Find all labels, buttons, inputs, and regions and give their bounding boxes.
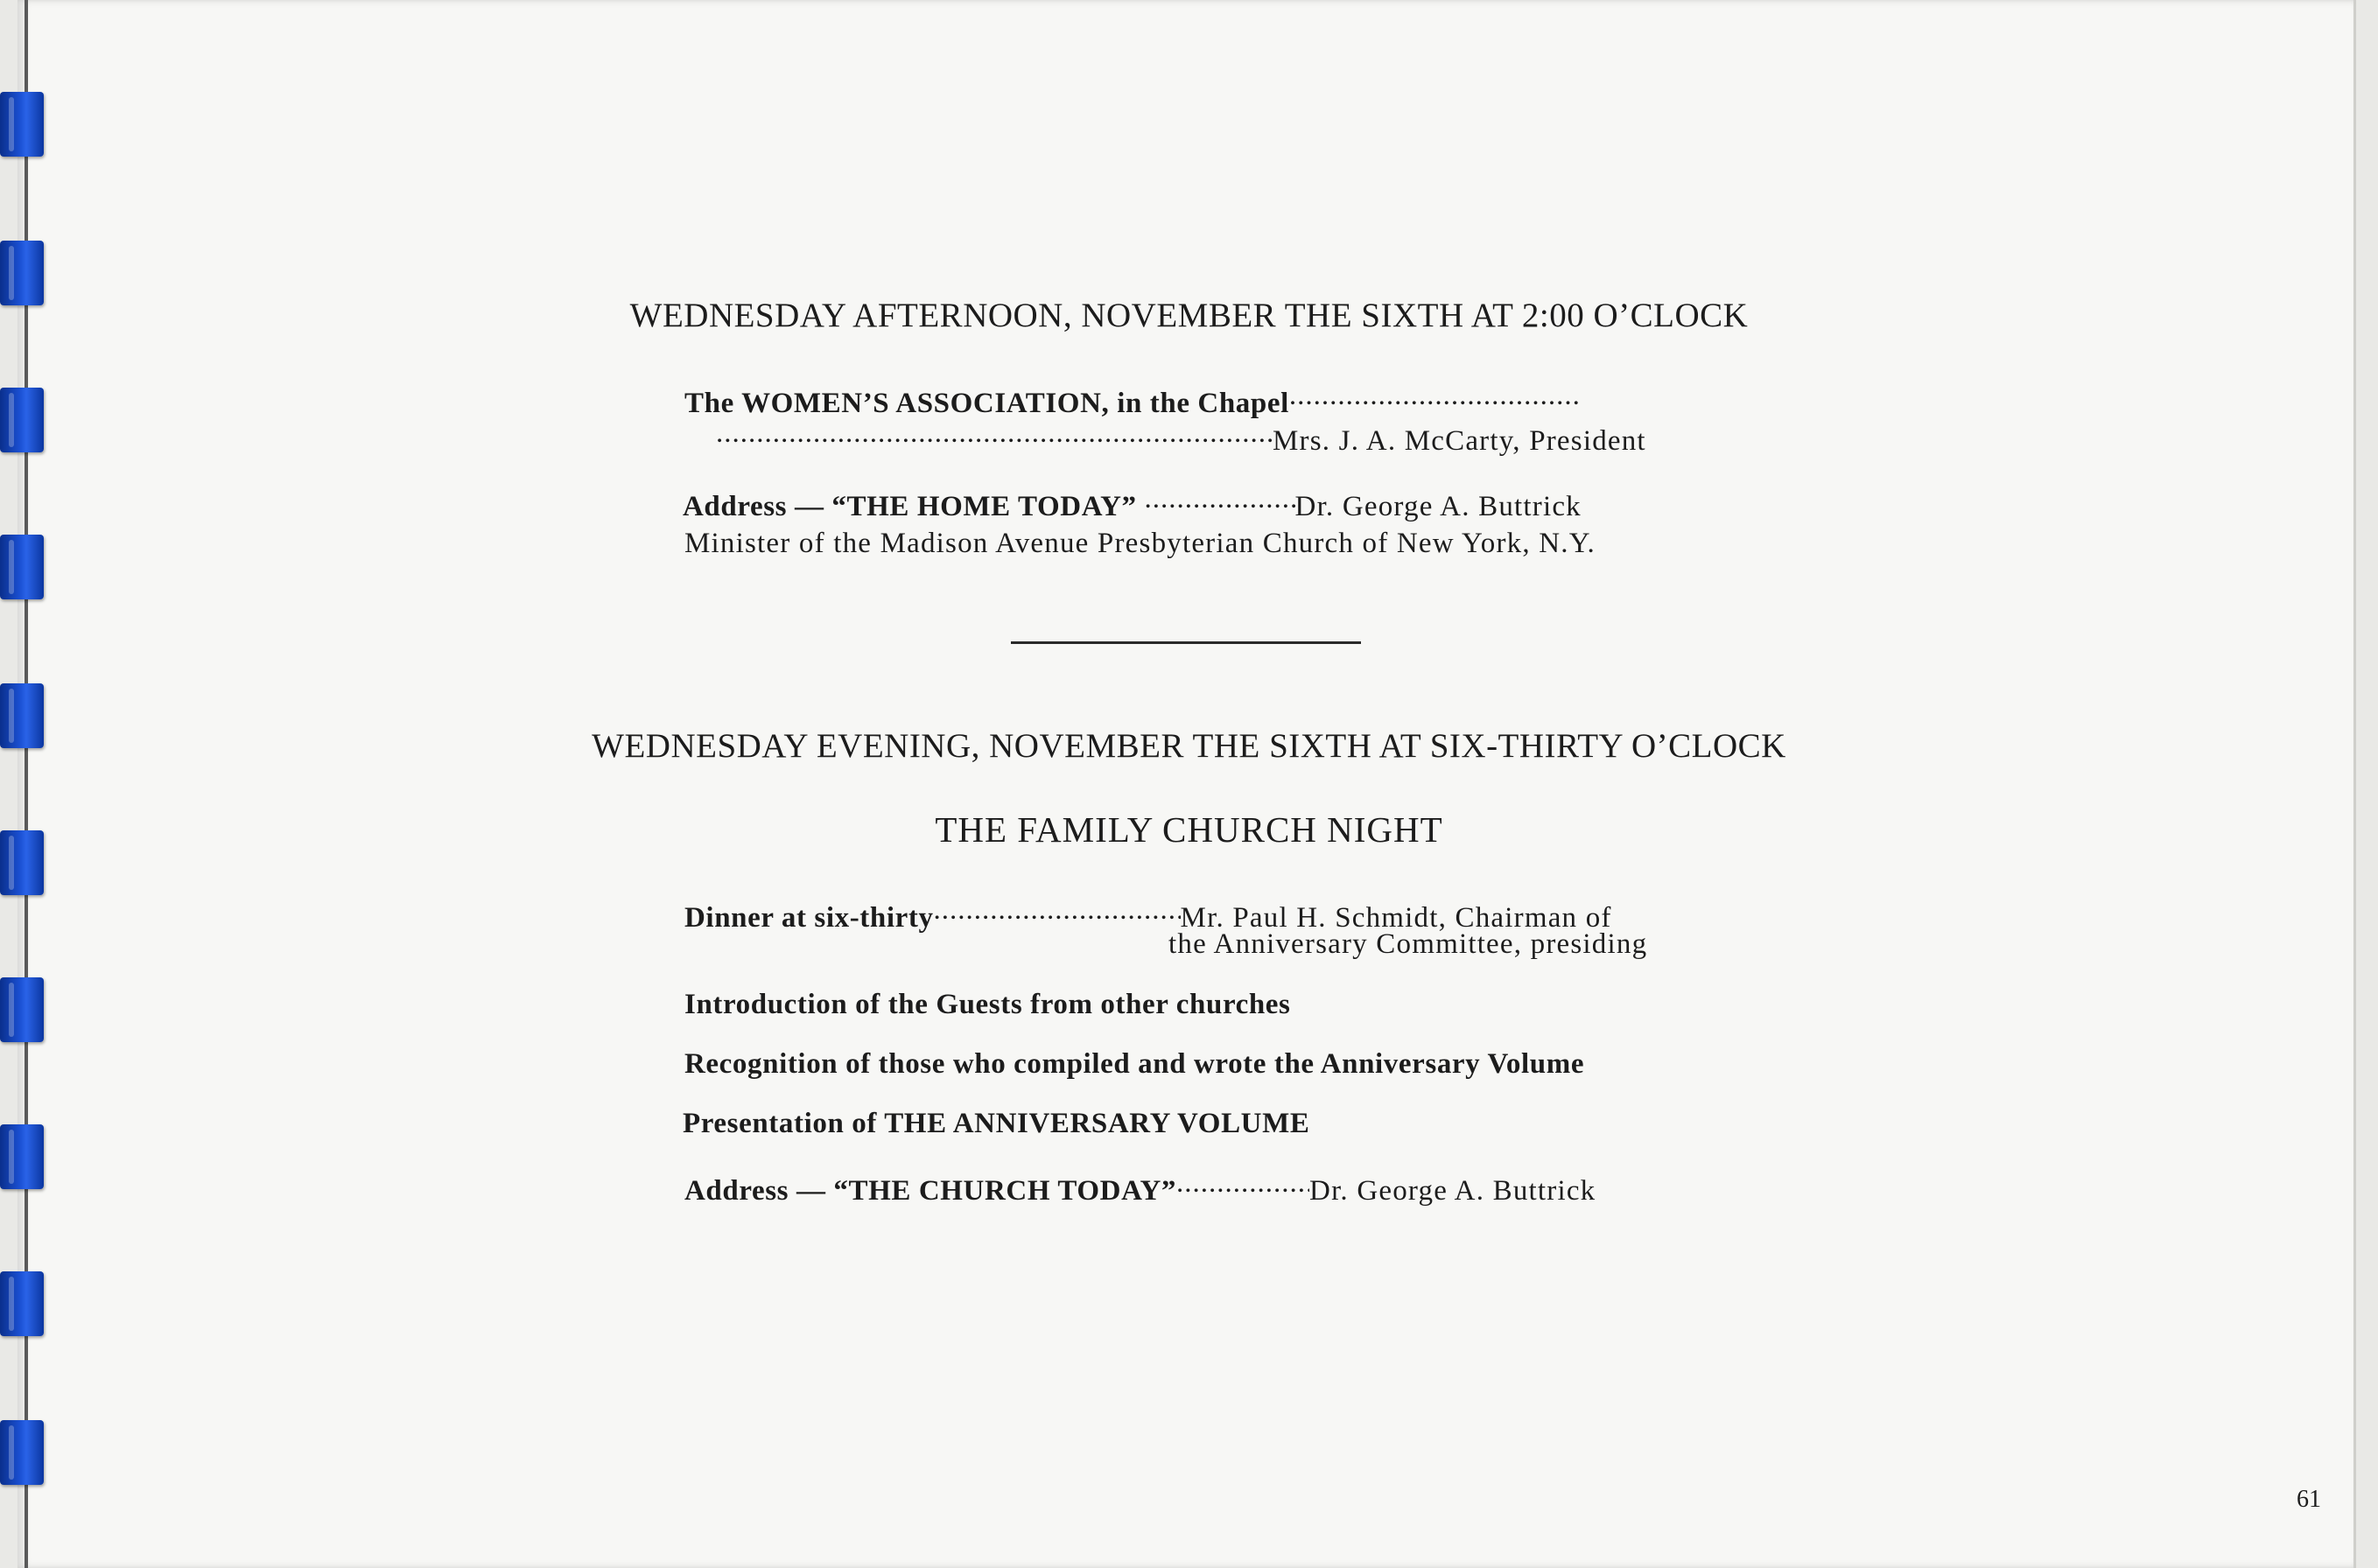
page-right-edge — [2353, 0, 2356, 1568]
binding-coil — [0, 388, 44, 452]
binding-coil — [0, 92, 44, 157]
church-today-address-label: Address — “THE CHURCH TODAY” — [684, 1175, 1177, 1207]
speaker-affiliation: Minister of the Madison Avenue Presbyterian Church of New York, N.Y. — [684, 528, 1596, 559]
dinner-chairman-continued: the Anniversary Committee, presiding — [1168, 928, 1648, 960]
home-today-address-label: Address — “THE HOME TODAY” — [683, 491, 1137, 522]
evening-session-heading: WEDNESDAY EVENING, NOVEMBER THE SIXTH AT SIX-THIRTY O’CLOCK — [592, 727, 1786, 765]
page-number: 61 — [2297, 1486, 2321, 1513]
dinner-label: Dinner at six-thirty — [684, 902, 934, 934]
binding-coil — [0, 1124, 44, 1189]
program-page — [18, 0, 2356, 1568]
dot-leader — [1145, 483, 1295, 515]
binding-coil — [0, 1420, 44, 1485]
binding-coil — [0, 535, 44, 599]
womens-association-president-line — [716, 417, 1646, 458]
dot-leader — [716, 417, 1273, 450]
dot-leader — [1289, 380, 1582, 412]
binding-coil — [0, 977, 44, 1042]
presentation-of-volume: Presentation of THE ANNIVERSARY VOLUME — [683, 1108, 1310, 1139]
section-divider — [1011, 641, 1361, 644]
church-today-address-line — [684, 1167, 1596, 1208]
womens-association-line — [684, 380, 1582, 420]
dinner-chairman: Mr. Paul H. Schmidt, Chairman of — [1180, 902, 1612, 934]
home-today-address-line — [683, 483, 1582, 523]
dot-leader — [1176, 1167, 1309, 1200]
afternoon-session-heading: WEDNESDAY AFTERNOON, NOVEMBER THE SIXTH AT 2:00 O’CLOCK — [629, 297, 1749, 334]
womens-association-label: The WOMEN’S ASSOCIATION, in the Chapel — [684, 388, 1289, 419]
church-today-speaker: Dr. George A. Buttrick — [1309, 1175, 1596, 1207]
introduction-of-guests: Introduction of the Guests from other churches — [684, 989, 1291, 1020]
binding-coil — [0, 1271, 44, 1336]
dot-leader — [934, 894, 1181, 927]
family-church-night-title: THE FAMILY CHURCH NIGHT — [935, 809, 1443, 850]
home-today-speaker: Dr. George A. Buttrick — [1294, 491, 1582, 522]
womens-association-president: Mrs. J. A. McCarty, President — [1273, 425, 1646, 457]
recognition-of-compilers: Recognition of those who compiled and wrote the Anniversary Volume — [684, 1048, 1585, 1080]
